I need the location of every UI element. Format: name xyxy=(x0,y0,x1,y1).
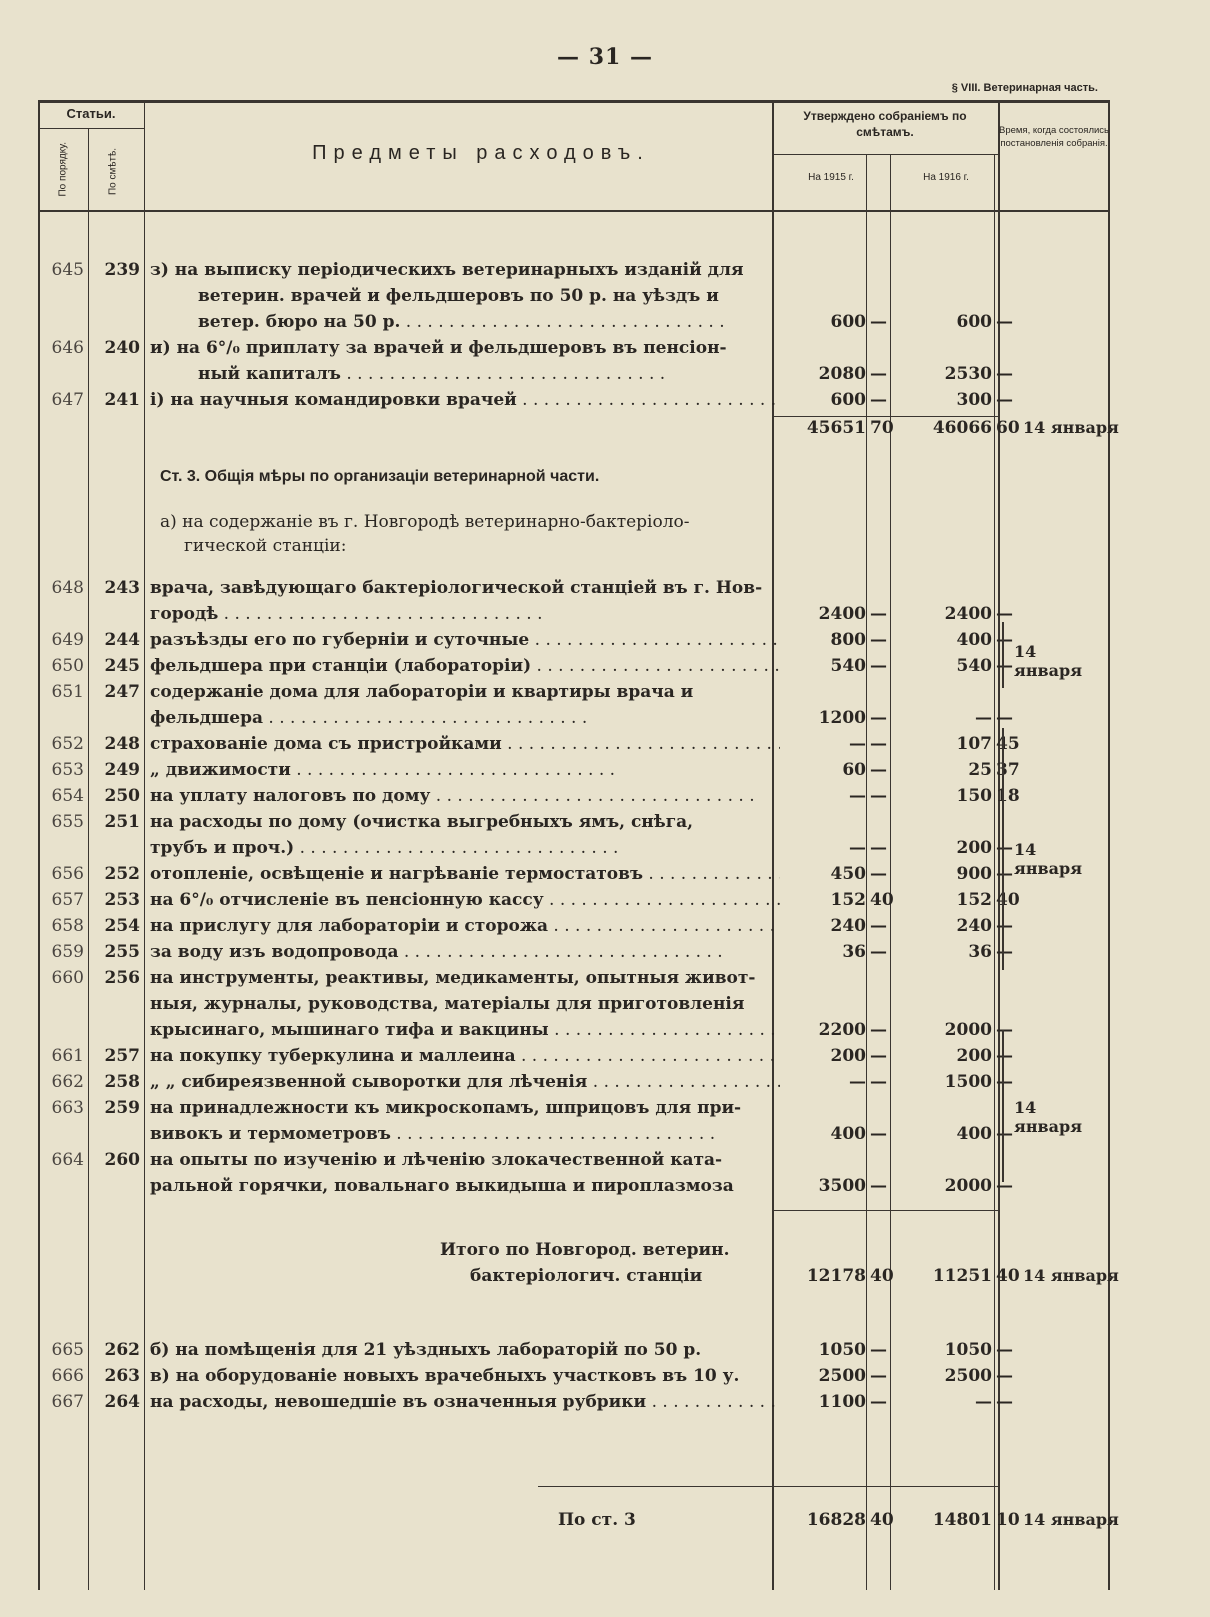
table-row xyxy=(38,1046,1110,1072)
table-row xyxy=(38,656,1110,682)
row-est: 258 xyxy=(104,1072,140,1092)
kop-1915: 40 xyxy=(870,890,894,910)
header-approved: Утверждено собраніемъ по смѣтамъ. xyxy=(803,109,967,139)
row-ord: 666 xyxy=(51,1366,84,1386)
row-text: крысинаго, мышинаго тифа и вакцины . . xyxy=(150,1020,780,1040)
amount-1916: 46066 xyxy=(932,418,992,438)
row-ord: 645 xyxy=(51,260,84,280)
amount-1915: 600 xyxy=(830,312,866,332)
kop-1916: — xyxy=(996,942,1013,962)
amount-1916: 600 xyxy=(956,312,992,332)
amount-1915: 152 xyxy=(830,890,866,910)
row-text: фельдшера . . xyxy=(150,708,780,728)
row-est: 240 xyxy=(104,338,140,358)
row-ord: 654 xyxy=(51,786,84,806)
table-row xyxy=(38,890,1110,916)
subtotal-row xyxy=(38,418,1119,444)
row-est: 247 xyxy=(104,682,140,702)
table-row xyxy=(38,968,1110,994)
amount-1916: 2000 xyxy=(944,1176,992,1196)
row-ord: 659 xyxy=(51,942,84,962)
row-est: 257 xyxy=(104,1046,140,1066)
kop-1916: — xyxy=(996,630,1013,650)
brace-note-a: 14 января xyxy=(1014,642,1083,680)
amount-1915: 600 xyxy=(830,390,866,410)
amount-1915: 2200 xyxy=(818,1020,866,1040)
amount-1915: 60 xyxy=(842,760,866,780)
amount-1916: 2530 xyxy=(944,364,992,384)
kop-1915: — xyxy=(870,1340,887,1360)
kop-1916: — xyxy=(996,916,1013,936)
amount-1916: 36 xyxy=(968,942,992,962)
top-rule xyxy=(38,100,1110,103)
row-text: на расходы по дому (очистка выгребныхъ ямъ, снѣга, xyxy=(150,812,694,832)
amount-1915: 1100 xyxy=(818,1392,866,1412)
kop-1916: 40 xyxy=(996,1266,1020,1286)
amount-1915: — xyxy=(849,838,866,858)
row-ord: 660 xyxy=(51,968,84,988)
kop-1916: — xyxy=(996,1072,1013,1092)
kop-1916: — xyxy=(996,1340,1013,1360)
amount-1915: 36 xyxy=(842,942,866,962)
total-label: По ст. 3 xyxy=(558,1510,636,1530)
amount-1916: 11251 xyxy=(932,1266,992,1286)
brace-note-c: 14 января xyxy=(1014,1098,1083,1136)
kop-1915: — xyxy=(870,942,887,962)
kop-1915: — xyxy=(870,1046,887,1066)
row-ord: 657 xyxy=(51,890,84,910)
row-text: на покупку туберкулина и маллеина . . xyxy=(150,1046,780,1066)
row-est: 248 xyxy=(104,734,140,754)
table-row xyxy=(38,1150,1110,1176)
row-est: 245 xyxy=(104,656,140,676)
amount-1915: 800 xyxy=(830,630,866,650)
amount-1916: 25 xyxy=(968,760,992,780)
row-est: 239 xyxy=(104,260,140,280)
row-est: 243 xyxy=(104,578,140,598)
table-row xyxy=(38,1366,1110,1392)
row-text: ный капиталъ . . xyxy=(198,364,778,384)
row-ord: 650 xyxy=(51,656,84,676)
itogo-line2: бактеріологич. станціи xyxy=(470,1266,703,1286)
kop-1915: — xyxy=(870,734,887,754)
kop-1916: — xyxy=(996,656,1013,676)
table-row xyxy=(38,708,1110,734)
amount-1915: 2400 xyxy=(818,604,866,624)
kop-1915: — xyxy=(870,1176,887,1196)
kop-1916: — xyxy=(996,708,1013,728)
row-est: 255 xyxy=(104,942,140,962)
row-ord: 665 xyxy=(51,1340,84,1360)
row-text: ральной горячки, повальнаго выкидыша и пироплазмоза xyxy=(150,1176,734,1196)
stati-underline xyxy=(38,128,144,129)
header-predmety: Предметы расходовъ. xyxy=(312,142,650,164)
amount-1916: 300 xyxy=(956,390,992,410)
subtotal-rule xyxy=(774,416,998,417)
row-est: 244 xyxy=(104,630,140,650)
kop-1915: — xyxy=(870,312,887,332)
row-ord: 651 xyxy=(51,682,84,702)
row-text: б) на помѣщенія для 21 уѣздныхъ лабораторій по 50 р. xyxy=(150,1340,702,1360)
row-ord: 649 xyxy=(51,630,84,650)
header-po-smete: По смѣтѣ. xyxy=(107,147,119,196)
row-text: на опыты по изученію и лѣченію злокачественной ката- xyxy=(150,1150,723,1170)
header-stati: Статьи. xyxy=(66,106,116,121)
row-est: 260 xyxy=(104,1150,140,1170)
row-est: 250 xyxy=(104,786,140,806)
kop-1916: — xyxy=(996,1366,1013,1386)
table-row xyxy=(38,786,1110,812)
total-row xyxy=(38,1510,1119,1536)
amount-1916: — xyxy=(975,1392,992,1412)
amount-1915: 12178 xyxy=(806,1266,866,1286)
kop-1916: 10 xyxy=(996,1510,1020,1530)
table-row xyxy=(38,1124,1110,1150)
row-est: 251 xyxy=(104,812,140,832)
table-row xyxy=(38,260,1110,286)
itogo-rule xyxy=(774,1210,998,1211)
kop-1916: — xyxy=(996,838,1013,858)
row-text: ветерин. врачей и фельдшеровъ по 50 р. на уѣздъ и xyxy=(198,286,719,306)
kop-1915: — xyxy=(870,916,887,936)
row-note: 14 января xyxy=(1023,1510,1119,1529)
amount-1915: 1050 xyxy=(818,1340,866,1360)
kop-1916: 40 xyxy=(996,890,1020,910)
table-row xyxy=(38,630,1110,656)
row-text: і) на научныя командировки врачей . . xyxy=(150,390,780,410)
table-row xyxy=(38,338,1110,364)
amount-1915: — xyxy=(849,734,866,754)
row-text: „ движимости . . xyxy=(150,760,780,780)
st3-title: Ст. 3. Общія мѣры по организаціи ветеринарной части. xyxy=(160,468,600,485)
row-est: 249 xyxy=(104,760,140,780)
table-row xyxy=(38,812,1110,838)
kop-1915: — xyxy=(870,1124,887,1144)
header-year-1915: На 1915 г. xyxy=(808,172,854,183)
header-po-poryadku: По порядку. xyxy=(57,142,69,197)
table-row xyxy=(38,578,1110,604)
row-text: врача, завѣдующаго бактеріологической станціей въ г. Нов- xyxy=(150,578,763,598)
kop-1915: — xyxy=(870,760,887,780)
row-text: на уплату налоговъ по дому . . xyxy=(150,786,780,806)
table-row xyxy=(38,312,1110,338)
row-ord: 648 xyxy=(51,578,84,598)
amount-1916: 540 xyxy=(956,656,992,676)
row-text: на инструменты, реактивы, медикаменты, опытныя живот- xyxy=(150,968,756,988)
table-row xyxy=(38,286,1110,312)
kop-1915: 40 xyxy=(870,1510,894,1530)
row-ord: 653 xyxy=(51,760,84,780)
table-row xyxy=(38,994,1110,1020)
row-text: „ „ сибиреязвенной сыворотки для лѣченія . . xyxy=(150,1072,780,1092)
amount-1915: 45651 xyxy=(806,418,866,438)
itogo-line1: Итого по Новгород. ветерин. xyxy=(440,1240,730,1260)
header-time-note: Время, когда состоялись постановленія собранія. xyxy=(998,125,1110,149)
kop-1916: — xyxy=(996,864,1013,884)
row-est: 241 xyxy=(104,390,140,410)
kop-1915: — xyxy=(870,1392,887,1412)
row-est: 256 xyxy=(104,968,140,988)
row-ord: 656 xyxy=(51,864,84,884)
kop-1916: — xyxy=(996,1020,1013,1040)
kop-1915: — xyxy=(870,1072,887,1092)
amount-1916: 900 xyxy=(956,864,992,884)
row-text: содержаніе дома для лабораторіи и квартиры врача и xyxy=(150,682,694,702)
amount-1915: 2080 xyxy=(818,364,866,384)
row-text: отопленіе, освѣщеніе и нагрѣваніе термостатовъ . . xyxy=(150,864,780,884)
row-ord: 655 xyxy=(51,812,84,832)
row-est: 263 xyxy=(104,1366,140,1386)
row-ord: 667 xyxy=(51,1392,84,1412)
amount-1916: 240 xyxy=(956,916,992,936)
amount-1916: 400 xyxy=(956,1124,992,1144)
row-est: 264 xyxy=(104,1392,140,1412)
row-text: за воду изъ водопровода . . xyxy=(150,942,780,962)
table-row xyxy=(38,604,1110,630)
brace-a xyxy=(1002,622,1012,688)
kop-1916: 37 xyxy=(996,760,1020,780)
row-text: ныя, журналы, руководства, матеріалы для приготовленія xyxy=(150,994,745,1014)
row-ord: 646 xyxy=(51,338,84,358)
row-ord: 647 xyxy=(51,390,84,410)
table-row xyxy=(38,1098,1110,1124)
table-row xyxy=(38,942,1110,968)
row-text: з) на выписку періодическихъ ветеринарныхъ изданій для xyxy=(150,260,744,280)
row-text: ветер. бюро на 50 р. . . xyxy=(198,312,778,332)
amount-1915: 400 xyxy=(830,1124,866,1144)
kop-1915: — xyxy=(870,364,887,384)
kop-1916: — xyxy=(996,1176,1013,1196)
row-est: 254 xyxy=(104,916,140,936)
kop-1915: — xyxy=(870,838,887,858)
row-text: на принадлежности къ микроскопамъ, шприцовъ для при- xyxy=(150,1098,742,1118)
table-row xyxy=(38,864,1110,890)
kop-1916: 60 xyxy=(996,418,1020,438)
st3-sub-a-line1: а) на содержаніе въ г. Новгородѣ ветеринарно-бактеріоло- xyxy=(160,512,690,532)
page-number: — 31 — xyxy=(557,44,653,70)
kop-1916: — xyxy=(996,312,1013,332)
row-text: фельдшера при станціи (лабораторіи) . . xyxy=(150,656,780,676)
amount-1915: 240 xyxy=(830,916,866,936)
kop-1916: — xyxy=(996,604,1013,624)
amount-1916: 400 xyxy=(956,630,992,650)
amount-1916: 107 xyxy=(956,734,992,754)
amount-1916: — xyxy=(975,708,992,728)
kop-1916: — xyxy=(996,1124,1013,1144)
header-bottom-rule xyxy=(38,210,1110,212)
row-text: вивокъ и термометровъ . . xyxy=(150,1124,780,1144)
amount-1916: 200 xyxy=(956,1046,992,1066)
amount-1916: 200 xyxy=(956,838,992,858)
row-ord: 661 xyxy=(51,1046,84,1066)
section-label: § VIII. Ветеринарная часть. xyxy=(951,82,1098,94)
amount-1915: 540 xyxy=(830,656,866,676)
amount-1916: 2000 xyxy=(944,1020,992,1040)
kop-1915: — xyxy=(870,1020,887,1040)
brace-note-b: 14 января xyxy=(1014,840,1083,878)
row-est: 259 xyxy=(104,1098,140,1118)
row-text: и) на 6°/₀ приплату за врачей и фельдшеровъ въ пенсіон- xyxy=(150,338,727,358)
table-row xyxy=(38,1020,1110,1046)
table-row xyxy=(38,916,1110,942)
table-row xyxy=(38,682,1110,708)
brace-b xyxy=(1002,728,1012,970)
kop-1915: — xyxy=(870,604,887,624)
row-text: в) на оборудованіе новыхъ врачебныхъ участковъ въ 10 у. xyxy=(150,1366,740,1386)
row-est: 262 xyxy=(104,1340,140,1360)
row-ord: 662 xyxy=(51,1072,84,1092)
table-row xyxy=(38,1392,1110,1418)
kop-1916: — xyxy=(996,1046,1013,1066)
row-text: разъѣзды его по губерніи и суточные . . xyxy=(150,630,780,650)
table-row xyxy=(38,390,1110,416)
amount-1915: 2500 xyxy=(818,1366,866,1386)
row-text: на 6°/₀ отчисленіе въ пенсіонную кассу . . xyxy=(150,890,780,910)
table-row xyxy=(38,1176,1110,1202)
amount-1915: — xyxy=(849,1072,866,1092)
total-rule xyxy=(538,1486,998,1487)
kop-1916: 18 xyxy=(996,786,1020,806)
row-note: 14 января xyxy=(1023,418,1119,437)
amount-1915: 3500 xyxy=(818,1176,866,1196)
kop-1916: — xyxy=(996,364,1013,384)
kop-1915: — xyxy=(870,630,887,650)
kop-1916: 45 xyxy=(996,734,1020,754)
table-row xyxy=(38,1072,1110,1098)
row-text: на прислугу для лабораторіи и сторожа . . xyxy=(150,916,780,936)
table-row xyxy=(38,364,1110,390)
row-ord: 663 xyxy=(51,1098,84,1118)
amount-1916: 1500 xyxy=(944,1072,992,1092)
kop-1915: — xyxy=(870,656,887,676)
kop-1915: 40 xyxy=(870,1266,894,1286)
amount-1915: 1200 xyxy=(818,708,866,728)
header-year-1916: На 1916 г. xyxy=(923,172,969,183)
st3-sub-a-line2: гической станціи: xyxy=(184,536,347,556)
table-row xyxy=(38,838,1110,864)
row-ord: 652 xyxy=(51,734,84,754)
row-ord: 664 xyxy=(51,1150,84,1170)
table-row xyxy=(38,734,1110,760)
estimate-table xyxy=(38,100,1119,1600)
row-text: на расходы, невошедшіе въ означенныя рубрики . . xyxy=(150,1392,780,1412)
row-text: городѣ . . xyxy=(150,604,780,624)
amount-1916: 2500 xyxy=(944,1366,992,1386)
table-row xyxy=(38,1340,1110,1366)
row-note: 14 января xyxy=(1023,1266,1119,1285)
row-est: 253 xyxy=(104,890,140,910)
amount-1916: 1050 xyxy=(944,1340,992,1360)
kop-1915: — xyxy=(870,786,887,806)
amount-1916: 152 xyxy=(956,890,992,910)
kop-1915: — xyxy=(870,708,887,728)
row-est: 252 xyxy=(104,864,140,884)
row-ord: 658 xyxy=(51,916,84,936)
kop-1915: 70 xyxy=(870,418,894,438)
kop-1915: — xyxy=(870,390,887,410)
amount-1915: — xyxy=(849,786,866,806)
amount-1915: 450 xyxy=(830,864,866,884)
kop-1915: — xyxy=(870,864,887,884)
amount-1915: 16828 xyxy=(806,1510,866,1530)
kop-1915: — xyxy=(870,1366,887,1386)
amount-1916: 2400 xyxy=(944,604,992,624)
kop-1916: — xyxy=(996,1392,1013,1412)
amount-1916: 150 xyxy=(956,786,992,806)
row-text: трубъ и проч.) . . xyxy=(150,838,780,858)
table-row xyxy=(38,760,1110,786)
amount-1915: 200 xyxy=(830,1046,866,1066)
brace-c xyxy=(1002,1030,1012,1182)
itogo-row xyxy=(38,1266,1119,1292)
amount-1916: 14801 xyxy=(932,1510,992,1530)
row-text: страхованіе дома съ пристройками . . xyxy=(150,734,780,754)
kop-1916: — xyxy=(996,390,1013,410)
